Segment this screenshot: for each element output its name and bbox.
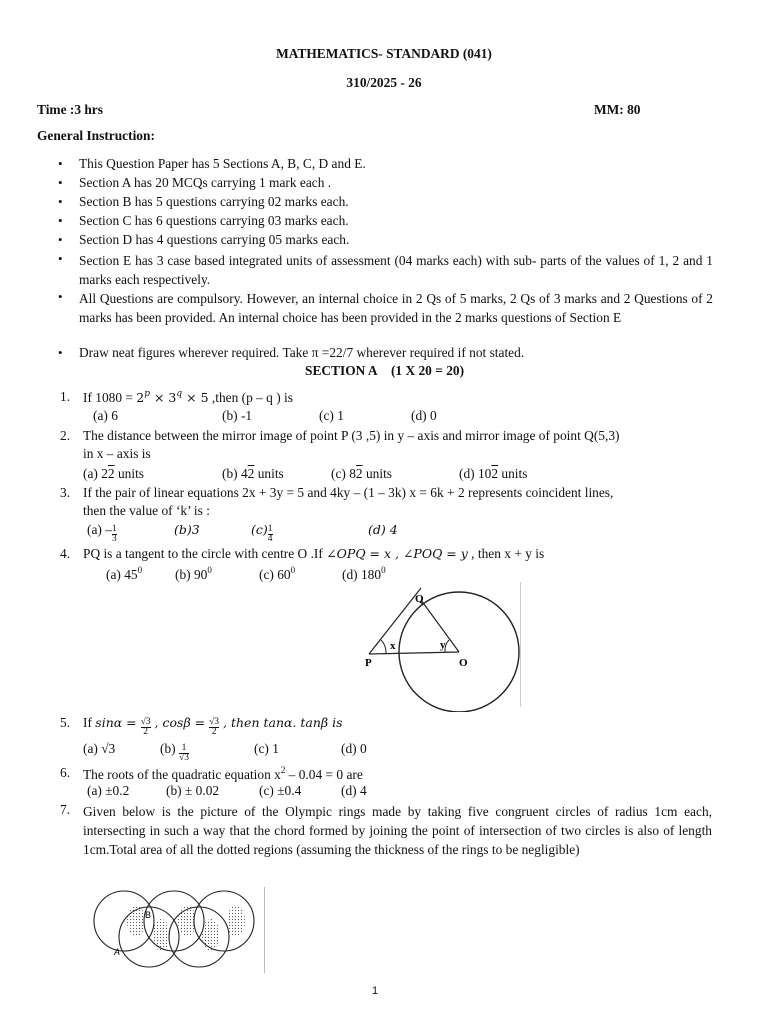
paper-title: MATHEMATICS- STANDARD (041) xyxy=(276,46,492,61)
option-c: (c) 1 xyxy=(254,741,279,756)
bullet-icon: • xyxy=(58,251,63,266)
tangent-circle-figure xyxy=(360,582,530,712)
question-text: The distance between the mirror image of point P (3 ,5) in y – axis and mirror image of point Q(5,3) xyxy=(83,428,620,443)
option-c: (c) $60^0$ xyxy=(259,565,296,582)
option-d: (d) 4 xyxy=(368,522,398,537)
option-d: (d) 0 xyxy=(411,408,437,423)
bullet-icon: • xyxy=(58,194,63,209)
olympic-rings-figure xyxy=(84,885,299,975)
option-b: (b) $\frac{1}{√3}$ xyxy=(160,741,189,763)
option-a: (a) √3 xyxy=(83,741,116,756)
angle-y-arc xyxy=(445,640,449,652)
question-text: The roots of the quadratic equation $x^2 - 0.04 = 0$ are xyxy=(83,765,363,782)
question-number: 7. xyxy=(60,802,71,817)
instruction-item: Draw neat figures wherever required. Take π =22/7 wherever required if not stated. xyxy=(79,345,525,360)
instruction-item: Section A has 20 MCQs carrying 1 mark each . xyxy=(79,175,332,190)
instruction-item: Section D has 4 questions carrying 05 marks each. xyxy=(79,232,350,247)
question-number: 3. xyxy=(60,485,71,500)
option-d: (d) 102 units xyxy=(459,466,528,481)
label-o: O xyxy=(459,657,468,669)
option-d: (d) $180^0$ xyxy=(342,565,386,582)
option-b: (b)3 xyxy=(174,522,200,537)
label-q: Q xyxy=(415,593,424,605)
option-a: (a) $45^0$ xyxy=(106,565,143,582)
option-b: (b) -1 xyxy=(222,408,253,423)
bullet-icon: • xyxy=(58,213,63,228)
option-b: (b) $90^0$ xyxy=(175,565,212,582)
option-d: (d) 0 xyxy=(341,741,367,756)
question-number: 5. xyxy=(60,715,71,730)
instruction-item: Section E has 3 case based integrated units of assessment (04 marks each) with sub- parts of the values of 1, 2 and 1 marks each respectively. xyxy=(79,253,713,287)
question-text: If $1080 = 2^p \times 3^q \times 5$ ,then (p – q ) is xyxy=(83,389,293,405)
label-a: A xyxy=(114,947,121,957)
label-b: B xyxy=(145,910,152,920)
option-a: (a) 6 xyxy=(93,408,118,423)
question-text: Given below is the picture of the Olympic rings made by taking five congruent circles of radius 1cm each, intersecting in such a way that the chord formed by joining the point of intersection of two circles is also of length 1cm.Total area of all the dotted regions (assuming the thickness of the rings to be negligible) xyxy=(83,804,712,857)
instruction-item: This Question Paper has 5 Sections A, B, C, D and E. xyxy=(79,156,366,171)
question-number: 1. xyxy=(60,389,71,404)
question-text: PQ is a tangent to the circle with centre O .If ∠OPQ = x , ∠POQ = y , then x + y is xyxy=(83,546,545,561)
label-y: y xyxy=(440,639,446,651)
option-c: (c) ±0.4 xyxy=(259,783,302,798)
instruction-item: Section C has 6 questions carrying 03 marks each. xyxy=(79,213,349,228)
paper-code: 310/2025 - 26 xyxy=(346,75,422,90)
figure-edge xyxy=(520,582,521,707)
option-b: (b) ± 0.02 xyxy=(166,783,220,798)
bullet-icon: • xyxy=(58,345,63,360)
label-x: x xyxy=(390,640,396,652)
question-number: 4. xyxy=(60,546,71,561)
bullet-icon: • xyxy=(58,156,63,171)
option-b: (b) 42 units xyxy=(222,466,284,481)
max-marks: MM: 80 xyxy=(594,102,641,117)
option-a: (a) ±0.2 xyxy=(87,783,130,798)
option-a: (a) – $\frac{1}{3}$ xyxy=(87,522,117,544)
line-po xyxy=(369,652,459,654)
angle-x-arc xyxy=(381,640,386,653)
option-d: (d) 4 xyxy=(341,783,367,798)
time-allowed: Time :3 hrs xyxy=(37,102,103,117)
instruction-item: Section B has 5 questions carrying 02 marks each. xyxy=(79,194,349,209)
label-p: P xyxy=(365,657,372,669)
figure-edge xyxy=(264,887,265,973)
question-number: 2. xyxy=(60,428,71,443)
question-text: in x – axis is xyxy=(83,446,151,461)
bullet-icon: • xyxy=(58,175,63,190)
page-number: 1 xyxy=(371,985,379,997)
question-text: then the value of ‘k’ is : xyxy=(83,503,210,518)
section-title: SECTION A (1 X 20 = 20) xyxy=(305,363,465,378)
option-c: (c) 1 xyxy=(319,408,344,423)
bullet-icon: • xyxy=(58,289,63,304)
question-text: If sinα = $\frac{√3}{2}$ , cosβ = $\frac{√3}{2}$ , then tanα. tanβ is xyxy=(83,715,343,737)
question-number: 6. xyxy=(60,765,71,780)
instructions-heading: General Instruction: xyxy=(37,128,155,143)
option-c: (c) $\frac{1}{4}$ xyxy=(251,522,273,544)
bullet-icon: • xyxy=(58,232,63,247)
option-a: (a) 22 units xyxy=(83,466,144,481)
instruction-item: All Questions are compulsory. However, an internal choice in 2 Qs of 5 marks, 2 Qs of 3 marks and 2 Questions of 2 marks has been provided. An internal choice has been provided in the 2 marks questions of Section E xyxy=(79,291,713,325)
question-text: If the pair of linear equations 2x + 3y = 5 and 4ky – (1 – 3k) x = 6k + 2 represents coincident lines, xyxy=(83,485,614,500)
option-c: (c) 82 units xyxy=(331,466,392,481)
